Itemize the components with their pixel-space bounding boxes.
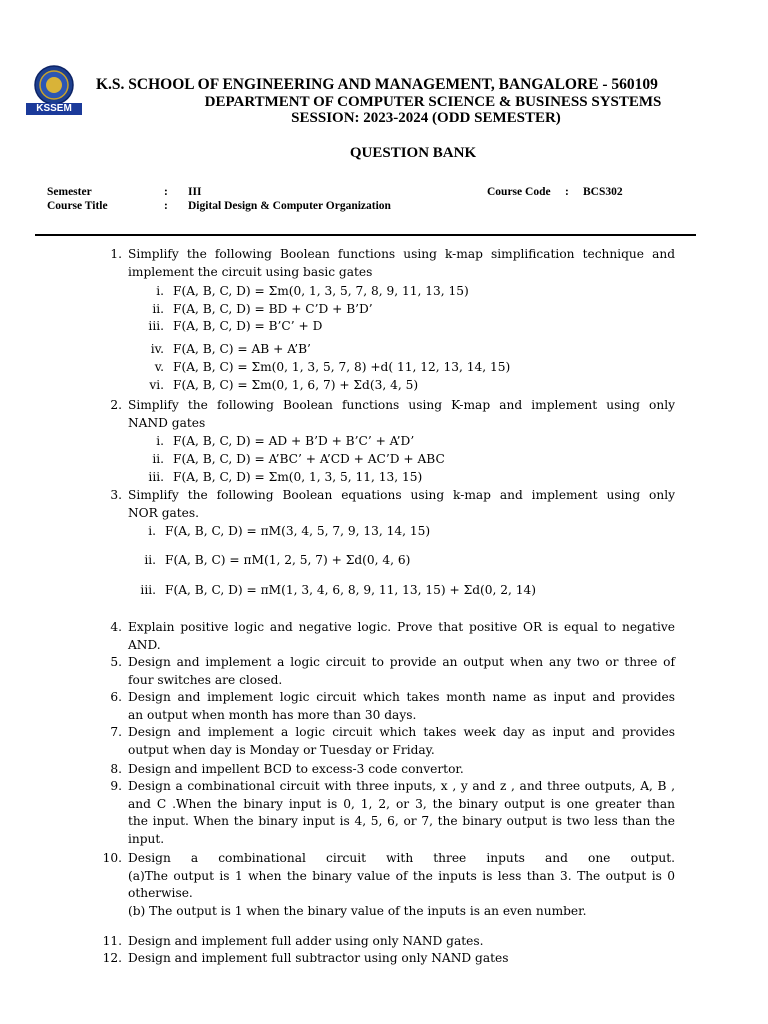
institution-name: K.S. SCHOOL OF ENGINEERING AND MANAGEMENT, BANGALORE - 560109 — [96, 76, 658, 93]
question-text-line: input. — [128, 831, 165, 846]
question-text-line: Simplify the following Boolean equations using k-map and implement using only — [128, 488, 675, 502]
question-text-line: Design a combinational circuit with three inputs and one output. — [128, 851, 675, 865]
course-title-colon: : — [164, 200, 168, 212]
question-text-line: Simplify the following Boolean functions using K-map and implement using only — [128, 398, 675, 412]
question-number: 6. — [110, 690, 122, 704]
question-text-line: (b) The output is 1 when the binary value of the inputs is an even number. — [128, 903, 587, 918]
session-line: SESSION: 2023-2024 (ODD SEMESTER) — [291, 110, 561, 126]
subpart-number: i. — [156, 284, 164, 298]
question-number: 5. — [110, 655, 122, 669]
question-text-line: Simplify the following Boolean functions using k-map simplification technique and — [128, 247, 675, 261]
question-text-line: NAND gates — [128, 415, 206, 430]
subpart-expression: F(A, B, C, D) = Σm(0, 1, 3, 5, 11, 13, 15) — [173, 470, 423, 484]
question-text-line: an output when month has more than 30 days. — [128, 707, 417, 722]
course-code-value: BCS302 — [583, 186, 623, 198]
subpart-number: ii. — [152, 452, 164, 466]
course-code-colon: : — [565, 186, 569, 198]
question-text-line: Design and implement full subtractor using only NAND gates — [128, 951, 509, 965]
question-text-line: Design and impellent BCD to excess-3 code convertor. — [128, 762, 464, 776]
question-text-line: AND. — [128, 637, 161, 652]
question-number: 8. — [110, 762, 122, 776]
question-number: 2. — [110, 398, 122, 412]
subpart-number: v. — [154, 360, 164, 374]
question-text-line: the input. When the binary input is 4, 5, 6, or 7, the binary output is two less than the — [128, 814, 675, 829]
subpart-expression: F(A, B, C, D) = BD + C’D + B’D’ — [173, 302, 373, 316]
subpart-expression: F(A, B, C, D) = B’C’ + D — [173, 319, 323, 333]
question-number: 10. — [102, 851, 122, 865]
question-text-line: output when day is Monday or Tuesday or Friday. — [128, 742, 435, 757]
question-number: 7. — [110, 725, 122, 739]
subpart-number: ii. — [152, 302, 164, 316]
header-divider — [35, 234, 696, 236]
subpart-expression: F(A, B, C) = Σm(0, 1, 3, 5, 7, 8) +d( 11, 12, 13, 14, 15) — [173, 360, 511, 374]
semester-colon: : — [164, 186, 168, 198]
subpart-number: vi. — [149, 378, 164, 392]
subpart-expression: F(A, B, C) = Σm(0, 1, 6, 7) + Σd(3, 4, 5) — [173, 378, 419, 392]
question-text-line: (a)The output is 1 when the binary value of the inputs is less than 3. The output is 0 — [128, 868, 675, 883]
question-text-line: Design a combinational circuit with three inputs, x , y and z , and three outputs, A, B , — [128, 779, 675, 793]
subpart-expression: F(A, B, C, D) = πM(1, 3, 4, 6, 8, 9, 11, 13, 15) + Σd(0, 2, 14) — [165, 583, 537, 597]
semester-value: III — [188, 186, 202, 198]
question-text-line: Explain positive logic and negative logic. Prove that positive OR is equal to negative — [128, 620, 675, 634]
question-number: 11. — [102, 934, 122, 948]
question-text-line: Design and implement a logic circuit which takes week day as input and provides — [128, 725, 675, 739]
question-text-line: Design and implement logic circuit which takes month name as input and provides — [128, 690, 675, 704]
document-title: QUESTION BANK — [349, 145, 477, 161]
subpart-number: iv. — [150, 342, 164, 356]
course-title-label: Course Title — [47, 200, 108, 212]
department-name: DEPARTMENT OF COMPUTER SCIENCE & BUSINESS SYSTEMS — [204, 94, 662, 110]
question-text-line: implement the circuit using basic gates — [128, 264, 373, 279]
subpart-expression: F(A, B, C, D) = AD + B’D + B’C’ + A’D’ — [173, 434, 415, 448]
question-text-line: Design and implement a logic circuit to provide an output when any two or three of — [128, 655, 675, 669]
subpart-number: ii. — [144, 553, 156, 567]
question-text-line: NOR gates. — [128, 505, 200, 520]
subpart-expression: F(A, B, C) = πM(1, 2, 5, 7) + Σd(0, 4, 6) — [165, 553, 411, 567]
subpart-expression: F(A, B, C, D) = A’BC’ + A’CD + AC’D + ABC — [173, 452, 445, 466]
question-number: 4. — [110, 620, 122, 634]
subpart-number: iii. — [148, 319, 164, 333]
semester-label: Semester — [47, 186, 92, 198]
question-text-line: and C .When the binary input is 0, 1, 2, or 3, the binary output is one greater than — [128, 796, 675, 811]
question-text-line: otherwise. — [128, 886, 193, 901]
subpart-number: iii. — [148, 470, 164, 484]
subpart-expression: F(A, B, C, D) = πM(3, 4, 5, 7, 9, 13, 14, 15) — [165, 524, 431, 538]
subpart-expression: F(A, B, C) = AB + A’B’ — [173, 342, 311, 356]
course-code-label: Course Code — [487, 186, 551, 198]
subpart-number: i. — [156, 434, 164, 448]
logo-text: KSSEM — [36, 103, 72, 114]
question-number: 1. — [110, 247, 122, 261]
subpart-number: i. — [148, 524, 156, 538]
question-number: 3. — [110, 488, 122, 502]
course-title-value: Digital Design & Computer Organization — [188, 200, 391, 212]
question-text-line: Design and implement full adder using only NAND gates. — [128, 934, 484, 948]
college-logo — [22, 63, 86, 119]
subpart-number: iii. — [140, 583, 156, 597]
question-number: 9. — [110, 779, 122, 793]
question-text-line: four switches are closed. — [128, 672, 283, 687]
subpart-expression: F(A, B, C, D) = Σm(0, 1, 3, 5, 7, 8, 9, 11, 13, 15) — [173, 284, 469, 298]
question-number: 12. — [102, 951, 122, 965]
